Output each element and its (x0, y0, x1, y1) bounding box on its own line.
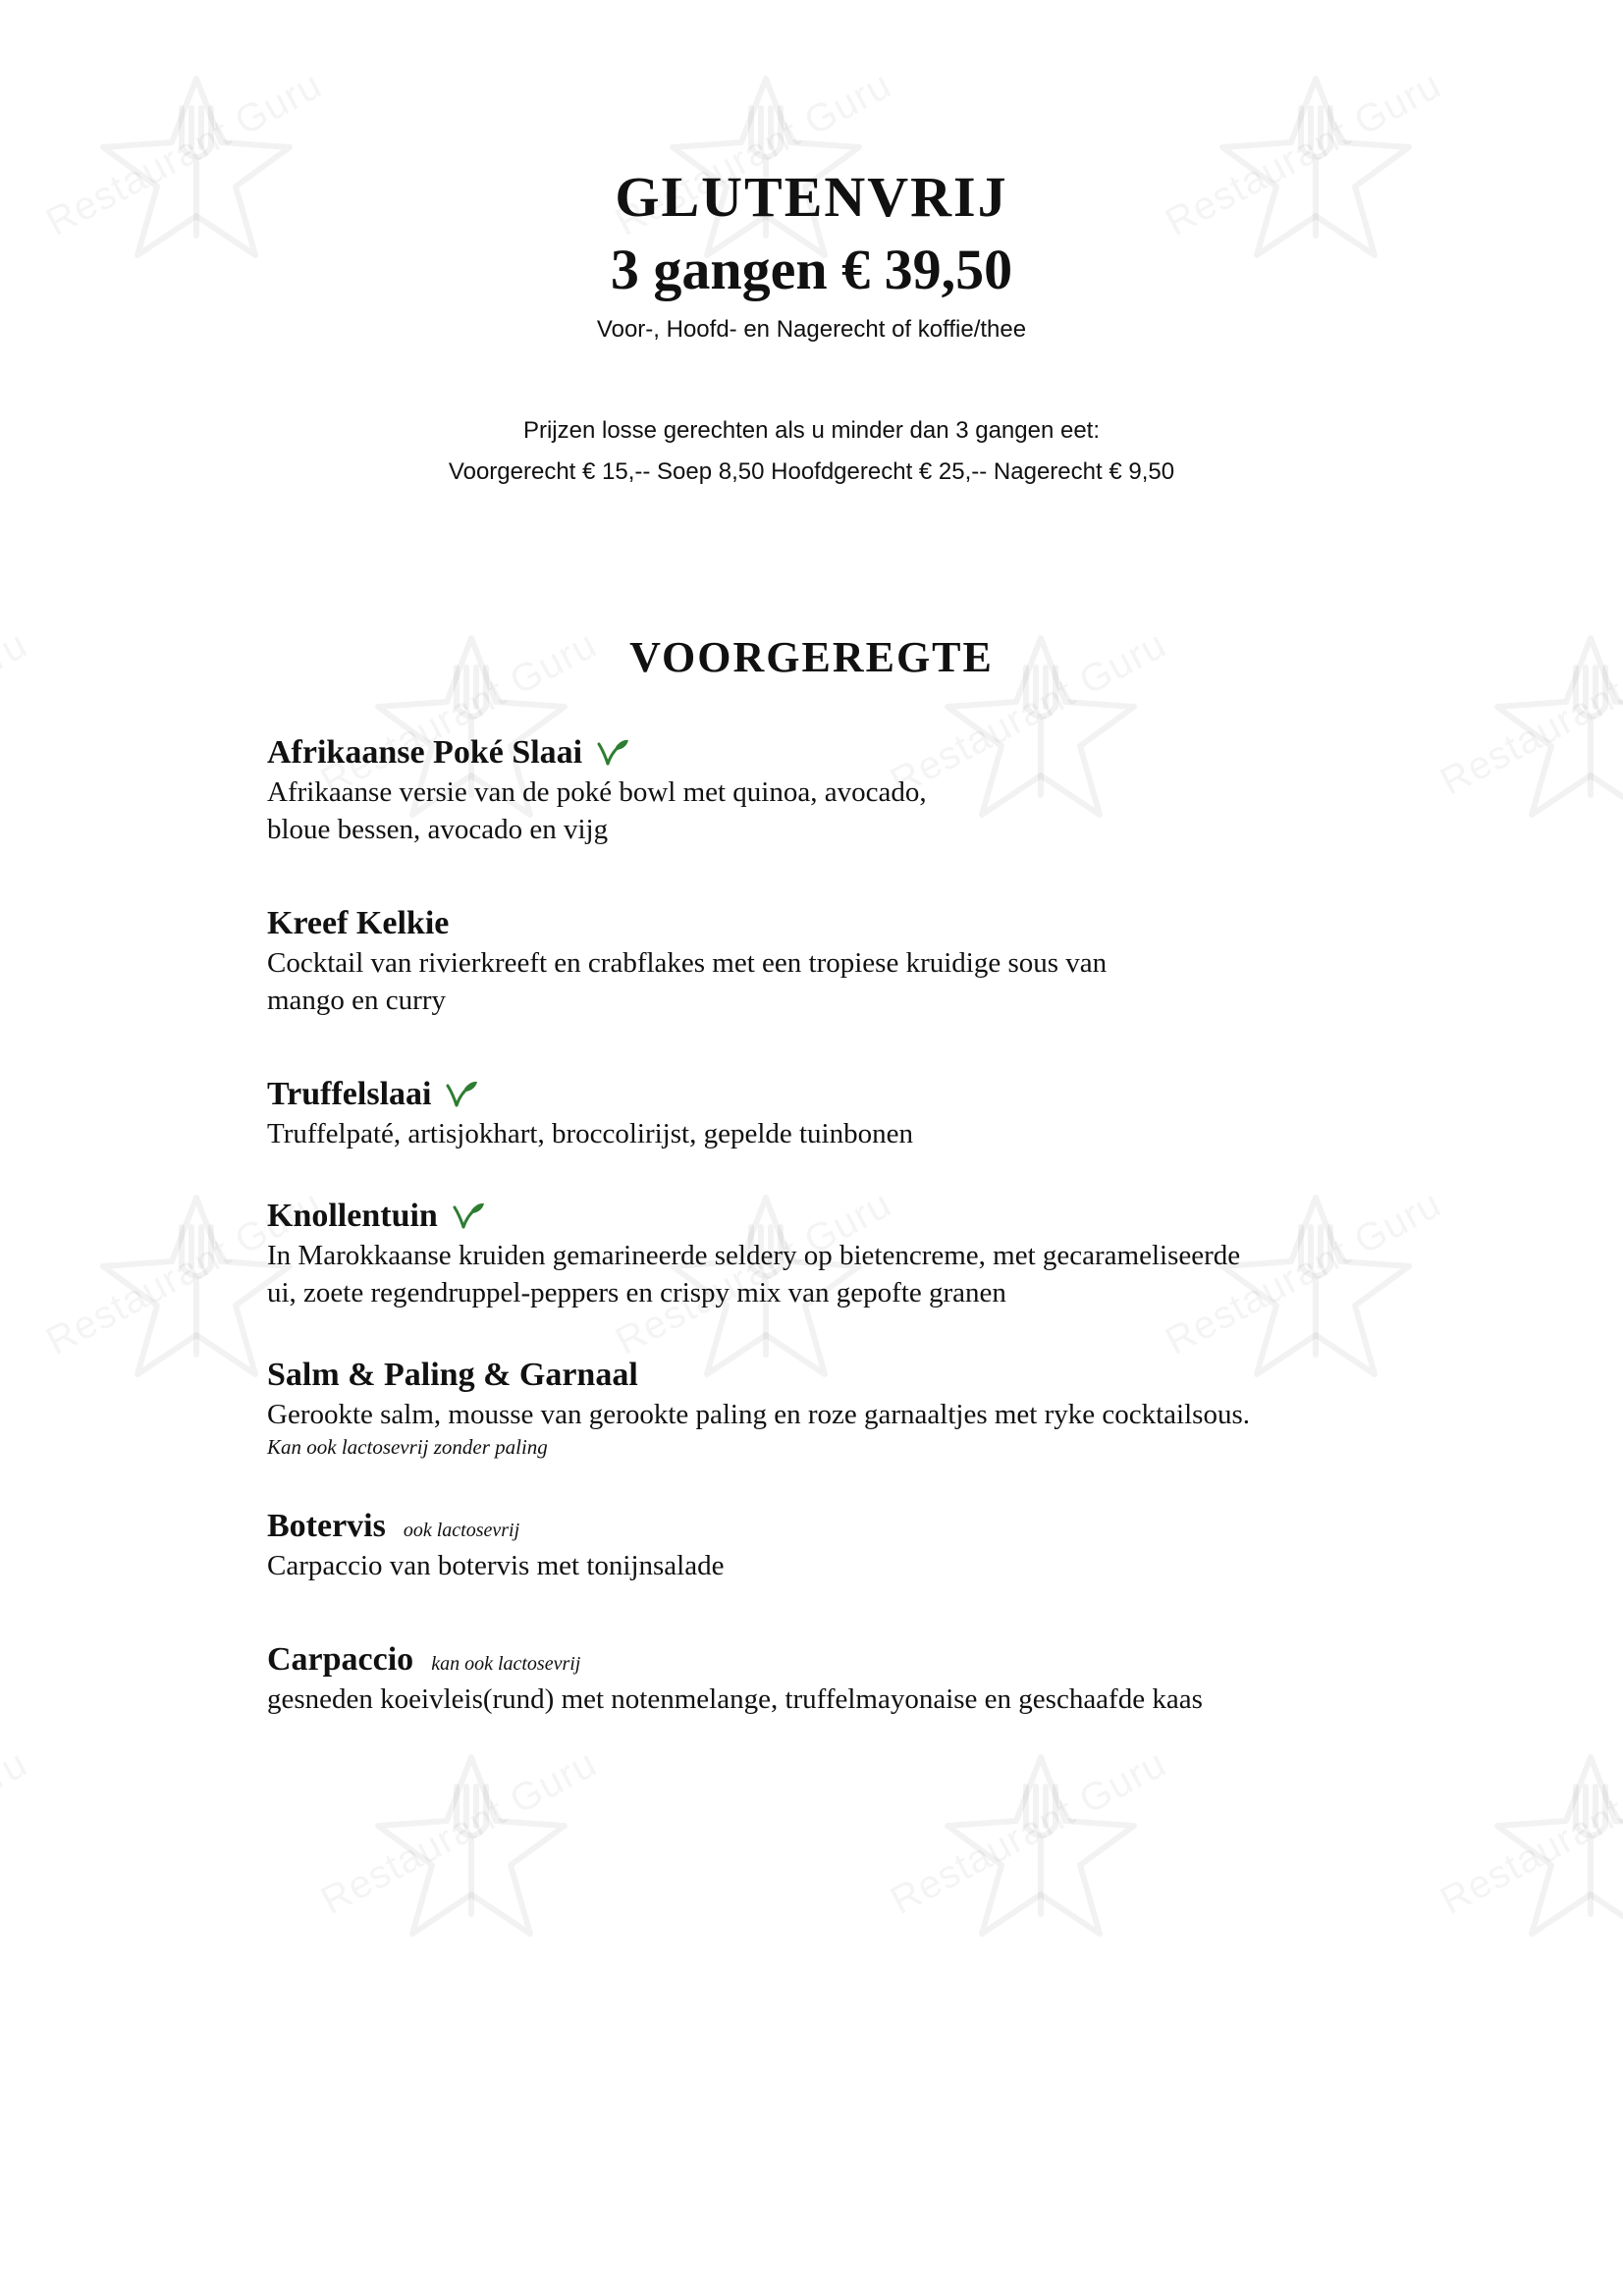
item-name: Afrikaanse Poké Slaai (267, 734, 583, 771)
item-name-row (267, 903, 1445, 944)
watermark-text (0, 1741, 34, 1924)
item-description: Gerookte salm, mousse van gerookte paling en roze garnaaltjes met ryke cocktailsous. (267, 1399, 1250, 1430)
menu-title: GLUTENVRIJ (615, 165, 1008, 229)
watermark (0, 1747, 79, 2042)
item-description: In Marokkaanse kruiden gemarineerde seldery op bietencreme, met gecarameliseerde ui, zoete regendruppel-peppers en crispy mix van gepofte granen (267, 1240, 1241, 1308)
item-name-row (267, 1506, 1445, 1547)
item-description: gesneden koeivleis(rund) met notenmelange, truffelmayonaise en geschaafde kaas (267, 1683, 1203, 1715)
item-note: Kan ook lactosevrij zonder paling (267, 1435, 548, 1459)
item-description: Cocktail van rivierkreeft en crabflakes met een tropiese kruidige sous van mango en curry (267, 947, 1108, 1016)
item-name: Truffelslaai (267, 1076, 432, 1112)
watermark-text (314, 1741, 604, 1924)
item-description: Carpaccio van botervis met tonijnsalade (267, 1550, 725, 1581)
item-name: Kreef Kelkie (267, 905, 450, 941)
watermark-text (884, 1741, 1173, 1924)
menu-items (267, 732, 1445, 1718)
menu-item (267, 1074, 1445, 1152)
item-inline-note: ook lactosevrij (403, 1520, 520, 1541)
menu-description: Voor-, Hoofd- en Nagerecht of koffie/thee (596, 316, 1027, 343)
menu-item (267, 1639, 1445, 1718)
item-name-row (267, 1355, 1445, 1396)
item-description: Truffelpaté, artisjokhart, broccolirijst, gepelde tuinbonen (267, 1118, 913, 1149)
watermark (314, 1747, 648, 2042)
vegetarian-leaf-icon (596, 738, 629, 766)
item-description: Afrikaanse versie van de poké bowl met quinoa, avocado, bloue bessen, avocado en vijg (267, 776, 927, 845)
menu-item (267, 1506, 1445, 1584)
menu-item (267, 1355, 1445, 1461)
watermark (1434, 1747, 1623, 2042)
vegetarian-leaf-icon (452, 1201, 485, 1229)
menu-item (267, 1196, 1445, 1311)
vegetarian-leaf-icon (445, 1080, 478, 1107)
menu-price: 3 gangen € 39,50 (610, 238, 1013, 301)
item-name: Botervis (267, 1508, 386, 1544)
prices-note-line-1: Prijzen losse gerechten als u minder dan 3 gangen eet: (522, 417, 1101, 444)
item-name-row (267, 1074, 1445, 1115)
menu-item (267, 732, 1445, 848)
item-name: Carpaccio (267, 1641, 414, 1678)
item-inline-note: kan ook lactosevrij (431, 1653, 581, 1675)
prices-note-line-2: Voorgerecht € 15,-- Soep 8,50 Hoofdgerecht € 25,-- Nagerecht € 9,50 (448, 458, 1175, 485)
item-name: Salm & Paling & Garnaal (267, 1357, 638, 1393)
item-name-row (267, 732, 1445, 774)
item-name-row (267, 1196, 1445, 1237)
menu-item (267, 903, 1445, 1019)
item-name: Knollentuin (267, 1198, 438, 1234)
watermark-text (1434, 1741, 1623, 1924)
menu-header (0, 162, 1623, 347)
section-title: VOORGEREGTE (629, 633, 994, 681)
watermark (884, 1747, 1217, 2042)
item-name-row (267, 1639, 1445, 1681)
single-dish-prices (0, 410, 1623, 493)
